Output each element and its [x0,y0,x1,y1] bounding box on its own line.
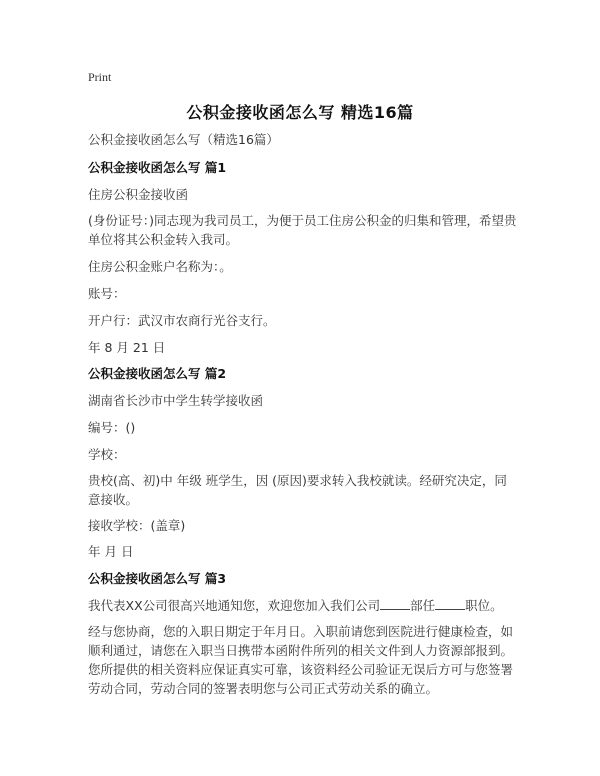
paragraph [88,596,528,615]
section-heading-1: 公积金接收函怎么写 篇1 [88,160,227,175]
print-label: Print [88,70,112,84]
paragraph: 年 8 月 21 日 [88,340,166,355]
paragraph: 年 月 日 [88,544,134,559]
page-title: 公积金接收函怎么写 精选16篇 [186,103,414,122]
paragraph: 接收学校：(盖章) [88,518,186,533]
blank-line [380,597,410,610]
subtitle: 公积金接收函怎么写（精选16篇） [88,132,279,147]
text-segment: 职位。 [465,598,503,613]
paragraph: 湖南省长沙市中学生转学接收函 [88,393,264,408]
paragraph: 经与您协商，您的入职日期定于年月日。入职前请您到医院进行健康检查，如顺利通过，请您在入职当日携带本函附件所列的相关文件到人力资源部报到。您所提供的相关资料应保证真实可靠，该资料经公司验证无误后方可与您签署劳动合同，劳动合同的签署表明您与公司正式劳动关系的确立。 [88,624,514,696]
text-segment: 部任 [410,598,436,613]
paragraph: 贵校(高、初)中 年级 班学生，因 (原因)要求转入我校就读。经研究决定，同意接收。 [88,473,507,507]
section-heading-2: 公积金接收函怎么写 篇2 [88,366,227,381]
paragraph: 学校： [88,447,126,462]
paragraph: (身份证号：)同志现为我司员工，为便于员工住房公积金的归集和管理，希望贵单位将其公积金转入我司。 [88,213,517,247]
text-segment: 我代表XX公司很高兴地通知您，欢迎您加入我们公司 [88,598,381,613]
paragraph: 住房公积金接收函 [88,187,189,202]
blank-line [435,597,465,610]
paragraph: 住房公积金账户名称为：。 [88,259,232,274]
section-heading-3: 公积金接收函怎么写 篇3 [88,571,227,586]
paragraph: 开户行：武汉市农商行光谷支行。 [88,313,276,328]
paragraph: 编号：() [88,420,136,435]
paragraph: 账号： [88,286,126,301]
